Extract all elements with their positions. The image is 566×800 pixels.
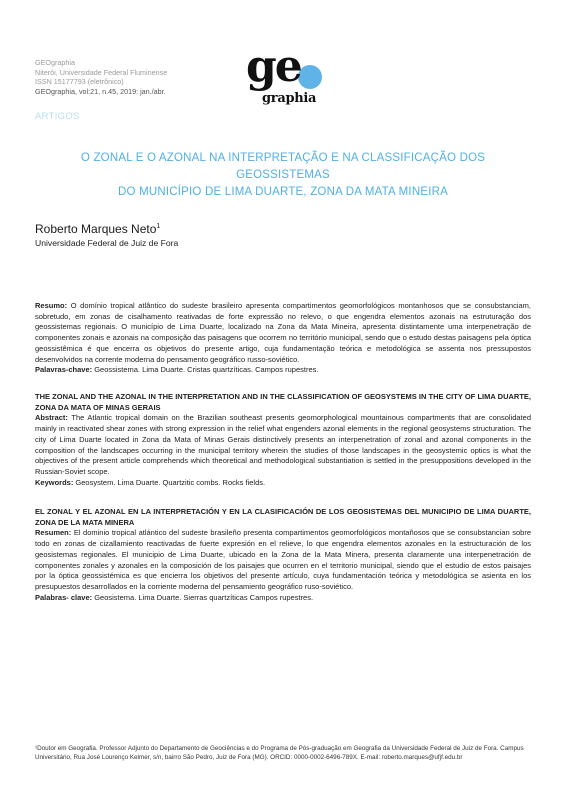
abstract-keywords-label: Keywords: [35,477,74,487]
resumo-keywords-label: Palavras-chave: [35,365,93,375]
resumen-text: El dominio tropical atlántico del sudeste brasileño presenta compartimentos geomorfológicos montañosos que se consubstancian sobre todo en zonas de cizallamiento reactivadas de fuerte expresión en el relieve, lo que engendra elementos azonales en la estructuración de los geosistemas regionales. El municipio de Lima Duarte, ubicado en la Zona de la Mata Minera, presenta claramente una interpenetración de componentes zonales y azonales en la composición de los paisajes que ocurren en el territorio municipal, siendo que el estudio de estos paisajes por la óptica geossistémica es que encierra los objetivos del presente artículo, cuya fundamentación teórica y metodológica se asienta en los presupuestos desarrollados en la corriente moderna del pensamiento geográfico ruso-soviético. [35,528,531,591]
section-label: ARTIGOS [35,111,80,122]
resumo-label: Resumo: [35,301,68,310]
resumo-block [35,301,531,376]
abstract-block [35,392,531,488]
article-title [35,150,531,201]
abstract-text: The Atlantic tropical domain on the Brazilian southeast presents geomorphological mountainous compartments that are consolidated mainly in reactivated shear zones with strong expression in the relief what engenders azonal elements in the regional geosystems structuration. The city of Lima Duarte located in Zona da Mata of Minas Gerais distinctively presents an interpenetration of zonal and azonal components in the composition of the landscapes occurring in the municipal territory wherein the studies of those landscapes in the geosystemic optics is what the objectives of the present article comprehends which theoretical and methodological substantiation is settled in the presuppositions developed in the Russian-Soviet scope. [35,413,531,476]
logo-text-bottom: graphia [262,91,317,106]
resumen-keywords-label: Palabras- clave: [35,592,93,602]
resumen-keywords [35,593,531,604]
author-affiliation: Universidade Federal de Juiz de Fora [35,238,179,248]
abstract-label: Abstract: [35,413,68,423]
abstract-heading: THE ZONAL AND THE AZONAL IN THE INTERPRETATION AND IN THE CLASSIFICATION OF GEOSYSTEMS IN THE CITY OF LIMA DUARTE, ZONA DA MATA OF MINAS GERAIS [35,392,531,412]
resumo-paragraph [35,301,531,365]
resumen-keywords-text: Geosistema. Lima Duarte. Sierras quartzíticas Campos rupestres. [92,592,314,602]
title-line-2: DO MUNICÍPIO DE LIMA DUARTE, ZONA DA MATA MINEIRA [118,186,448,198]
author-name [35,222,160,236]
abstract-keywords [35,478,531,489]
abstract-keywords-text: Geosystem. Lima Duarte. Quartzitic combs. Rocks fields. [73,477,266,487]
journal-institution: Niterói, Universidade Federal Fluminense [35,67,168,77]
journal-citation: GEOgraphia, vol:21, n.45, 2019: jan./abr. [35,86,166,96]
resumo-keywords-text: Geossistema. Lima Duarte. Cristas quartzíticas. Campos rupestres. [92,365,319,375]
resumen-paragraph [35,528,531,592]
journal-name: GEOgraphia [35,58,75,67]
journal-issn: ISSN 15177793 (eletrônico) [35,77,124,87]
geographia-logo [246,41,336,110]
title-line-1: O ZONAL E O AZONAL NA INTERPRETAÇÃO E NA CLASSIFICAÇÃO DOS GEOSSISTEMAS [80,152,486,181]
journal-info [35,58,167,96]
abstract-paragraph [35,413,531,477]
author-footnote-marker: 1 [156,223,161,230]
logo-circle [298,65,322,89]
author-name-text: Roberto Marques Neto [35,222,157,236]
resumen-block [35,507,531,603]
logo-text-top: ge [246,41,301,92]
resumen-label: Resumen: [35,528,72,538]
resumo-text: O domínio tropical atlântico do sudeste brasileiro apresenta compartimentos geomorfológicos montanhosos que se consubstanciam, sobretudo, em zonas de cisalhamento reativadas de forte expressão no relevo, o que engendra elementos azonais na estruturação dos geossistemas regionais. O município de Lima Duarte, localizado na Zona da Mata Mineira, apresenta distintamente uma interpenetração de componentes zonais e azonais na composição das paisagens que ocorrem no território municipal, sendo que o estudo destas paisagens pela óptica geossistêmica é que encerra os objetivos do presente artigo, cuja fundamentação teórica e metodológica se assenta nos pressupostos desenvolvidos na corrente moderna do pensamento geográfico russo-soviético. [35,301,531,364]
resumen-heading: EL ZONAL Y EL AZONAL EN LA INTERPRETACIÓN Y EN LA CLASIFICACIÓN DE LOS GEOSISTEMAS DEL MUNICIPIO DE LIMA DUARTE, ZONA DE LA MATA MINERA [35,507,531,527]
resumo-keywords [35,365,531,376]
author-footnote: ¹Doutor em Geografia. Professor Adjunto do Departamento de Geociências e do Programa de Pós-graduação em Geografia da Universidade Federal de Juiz de Fora. Campus Universitário, Rua José Lourenço Kelmer, s/n, bairro São Pedro, Juiz de Fora (MG). ORCID: 0000-0002-6496-789X. E-mail: roberto.marques@ufjf.edu.br [35,745,524,761]
